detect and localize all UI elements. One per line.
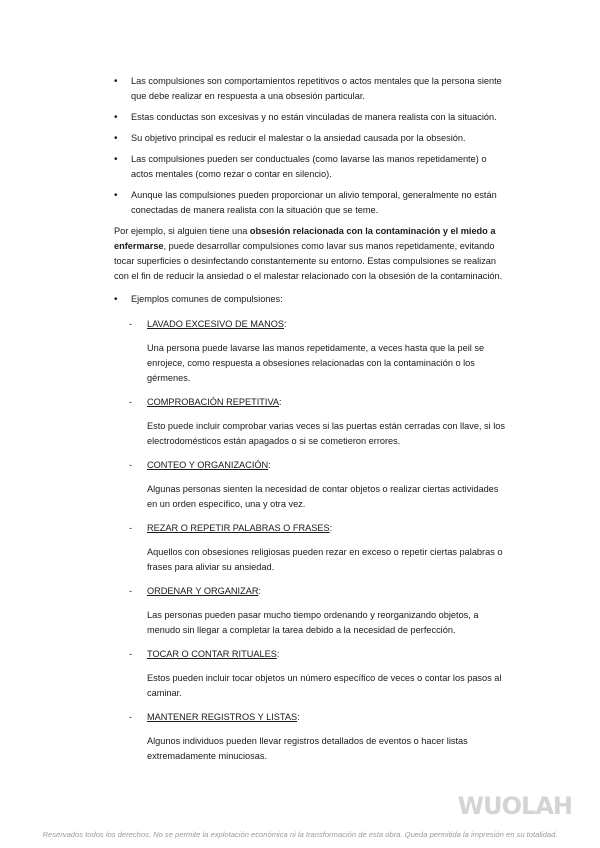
bullet-item: • Su objetivo principal es reducir el malestar o la ansiedad causada por la obsesión. — [114, 131, 506, 146]
examples-intro: • Ejemplos comunes de compulsiones: — [114, 292, 506, 307]
example-description: Algunas personas sienten la necesidad de contar objetos o realizar ciertas actividades en un orden específico, una y otra vez. — [147, 484, 499, 509]
bullet-item: • Aunque las compulsiones pueden proporcionar un alivio temporal, generalmente no están conectadas de manera realista con la situación que se teme. — [114, 188, 506, 218]
example-title: CONTEO Y ORGANIZACIÓN — [147, 460, 269, 470]
examples-section — [114, 292, 506, 764]
compulsions-bullet-list — [114, 74, 506, 218]
wuolah-watermark-logo: WUOLAH — [457, 792, 572, 820]
example-heading: - LAVADO EXCESIVO DE MANOS: — [129, 317, 506, 332]
example-description: Las personas pueden pasar mucho tiempo ordenando y reorganizando objetos, a menudo sin llegar a completar la tarea debido a la necesidad de perfección. — [147, 610, 479, 635]
example-title: REZAR O REPETIR PALABRAS O FRASES — [147, 523, 330, 533]
example-item — [129, 458, 506, 512]
example-description: Aquellos con obsesiones religiosas pueden rezar en exceso o repetir ciertas palabras o frases para aliviar su ansiedad. — [147, 547, 503, 572]
example-heading: - REZAR O REPETIR PALABRAS O FRASES: — [129, 521, 506, 536]
example-title: COMPROBACIÓN REPETITIVA — [147, 397, 280, 407]
paragraph-bold-text: obsesión relacionada con la contaminación y el miedo a enfermarse — [114, 226, 496, 251]
paragraph-text-after: , puede desarrollar compulsiones como lavar sus manos repetidamente, evitando tocar superficies o desinfectando constantemente su entorno. Estas compulsiones se realizan con el fin de reducir la ansiedad o el malestar relacionado con la obsesión de la contaminación. — [114, 241, 503, 281]
example-description: Algunos individuos pueden llevar registros detallados de eventos o hacer listas extremadamente minuciosas. — [147, 736, 468, 761]
example-title: LAVADO EXCESIVO DE MANOS — [147, 319, 284, 329]
example-heading: - TOCAR O CONTAR RITUALES: — [129, 647, 506, 662]
example-heading: - ORDENAR Y ORGANIZAR: — [129, 584, 506, 599]
bullet-item: • Las compulsiones pueden ser conductuales (como lavarse las manos repetidamente) o actos mentales (como rezar o contar en silencio). — [114, 152, 506, 182]
example-item — [129, 647, 506, 701]
paragraph-text-before: Por ejemplo, si alguien tiene una — [114, 226, 250, 236]
example-item — [129, 521, 506, 575]
example-item — [129, 395, 506, 449]
example-title: MANTENER REGISTROS Y LISTAS — [147, 712, 298, 722]
bullet-item: • Las compulsiones son comportamientos repetitivos o actos mentales que la persona siente que debe realizar en respuesta a una obsesión particular. — [114, 74, 506, 104]
example-item — [129, 317, 506, 386]
example-item — [129, 710, 506, 764]
example-heading: - COMPROBACIÓN REPETITIVA: — [129, 395, 506, 410]
example-title: ORDENAR Y ORGANIZAR — [147, 586, 259, 596]
example-title: TOCAR O CONTAR RITUALES — [147, 649, 277, 659]
bullet-item: • Estas conductas son excesivas y no están vinculadas de manera realista con la situación. — [114, 110, 506, 125]
document-content — [114, 74, 506, 773]
example-paragraph — [114, 224, 506, 284]
example-item — [129, 584, 506, 638]
copyright-footer: Reservados todos los derechos. No se permite la explotación económica ni la transformación de esta obra. Queda permitida la impresión en su totalidad. — [42, 830, 558, 839]
example-heading: - MANTENER REGISTROS Y LISTAS: — [129, 710, 506, 725]
example-heading: - CONTEO Y ORGANIZACIÓN: — [129, 458, 506, 473]
example-description: Una persona puede lavarse las manos repetidamente, a veces hasta que la peil se enrojece, como respuesta a obsesiones relacionadas con la contaminación o los gérmenes. — [147, 343, 485, 383]
example-description: Estos pueden incluir tocar objetos un número específico de veces o contar los pasos al caminar. — [147, 673, 502, 698]
example-description: Esto puede incluir comprobar varias veces si las puertas están cerradas con llave, si los electrodomésticos están apagados o si se cometieron errores. — [147, 421, 505, 446]
